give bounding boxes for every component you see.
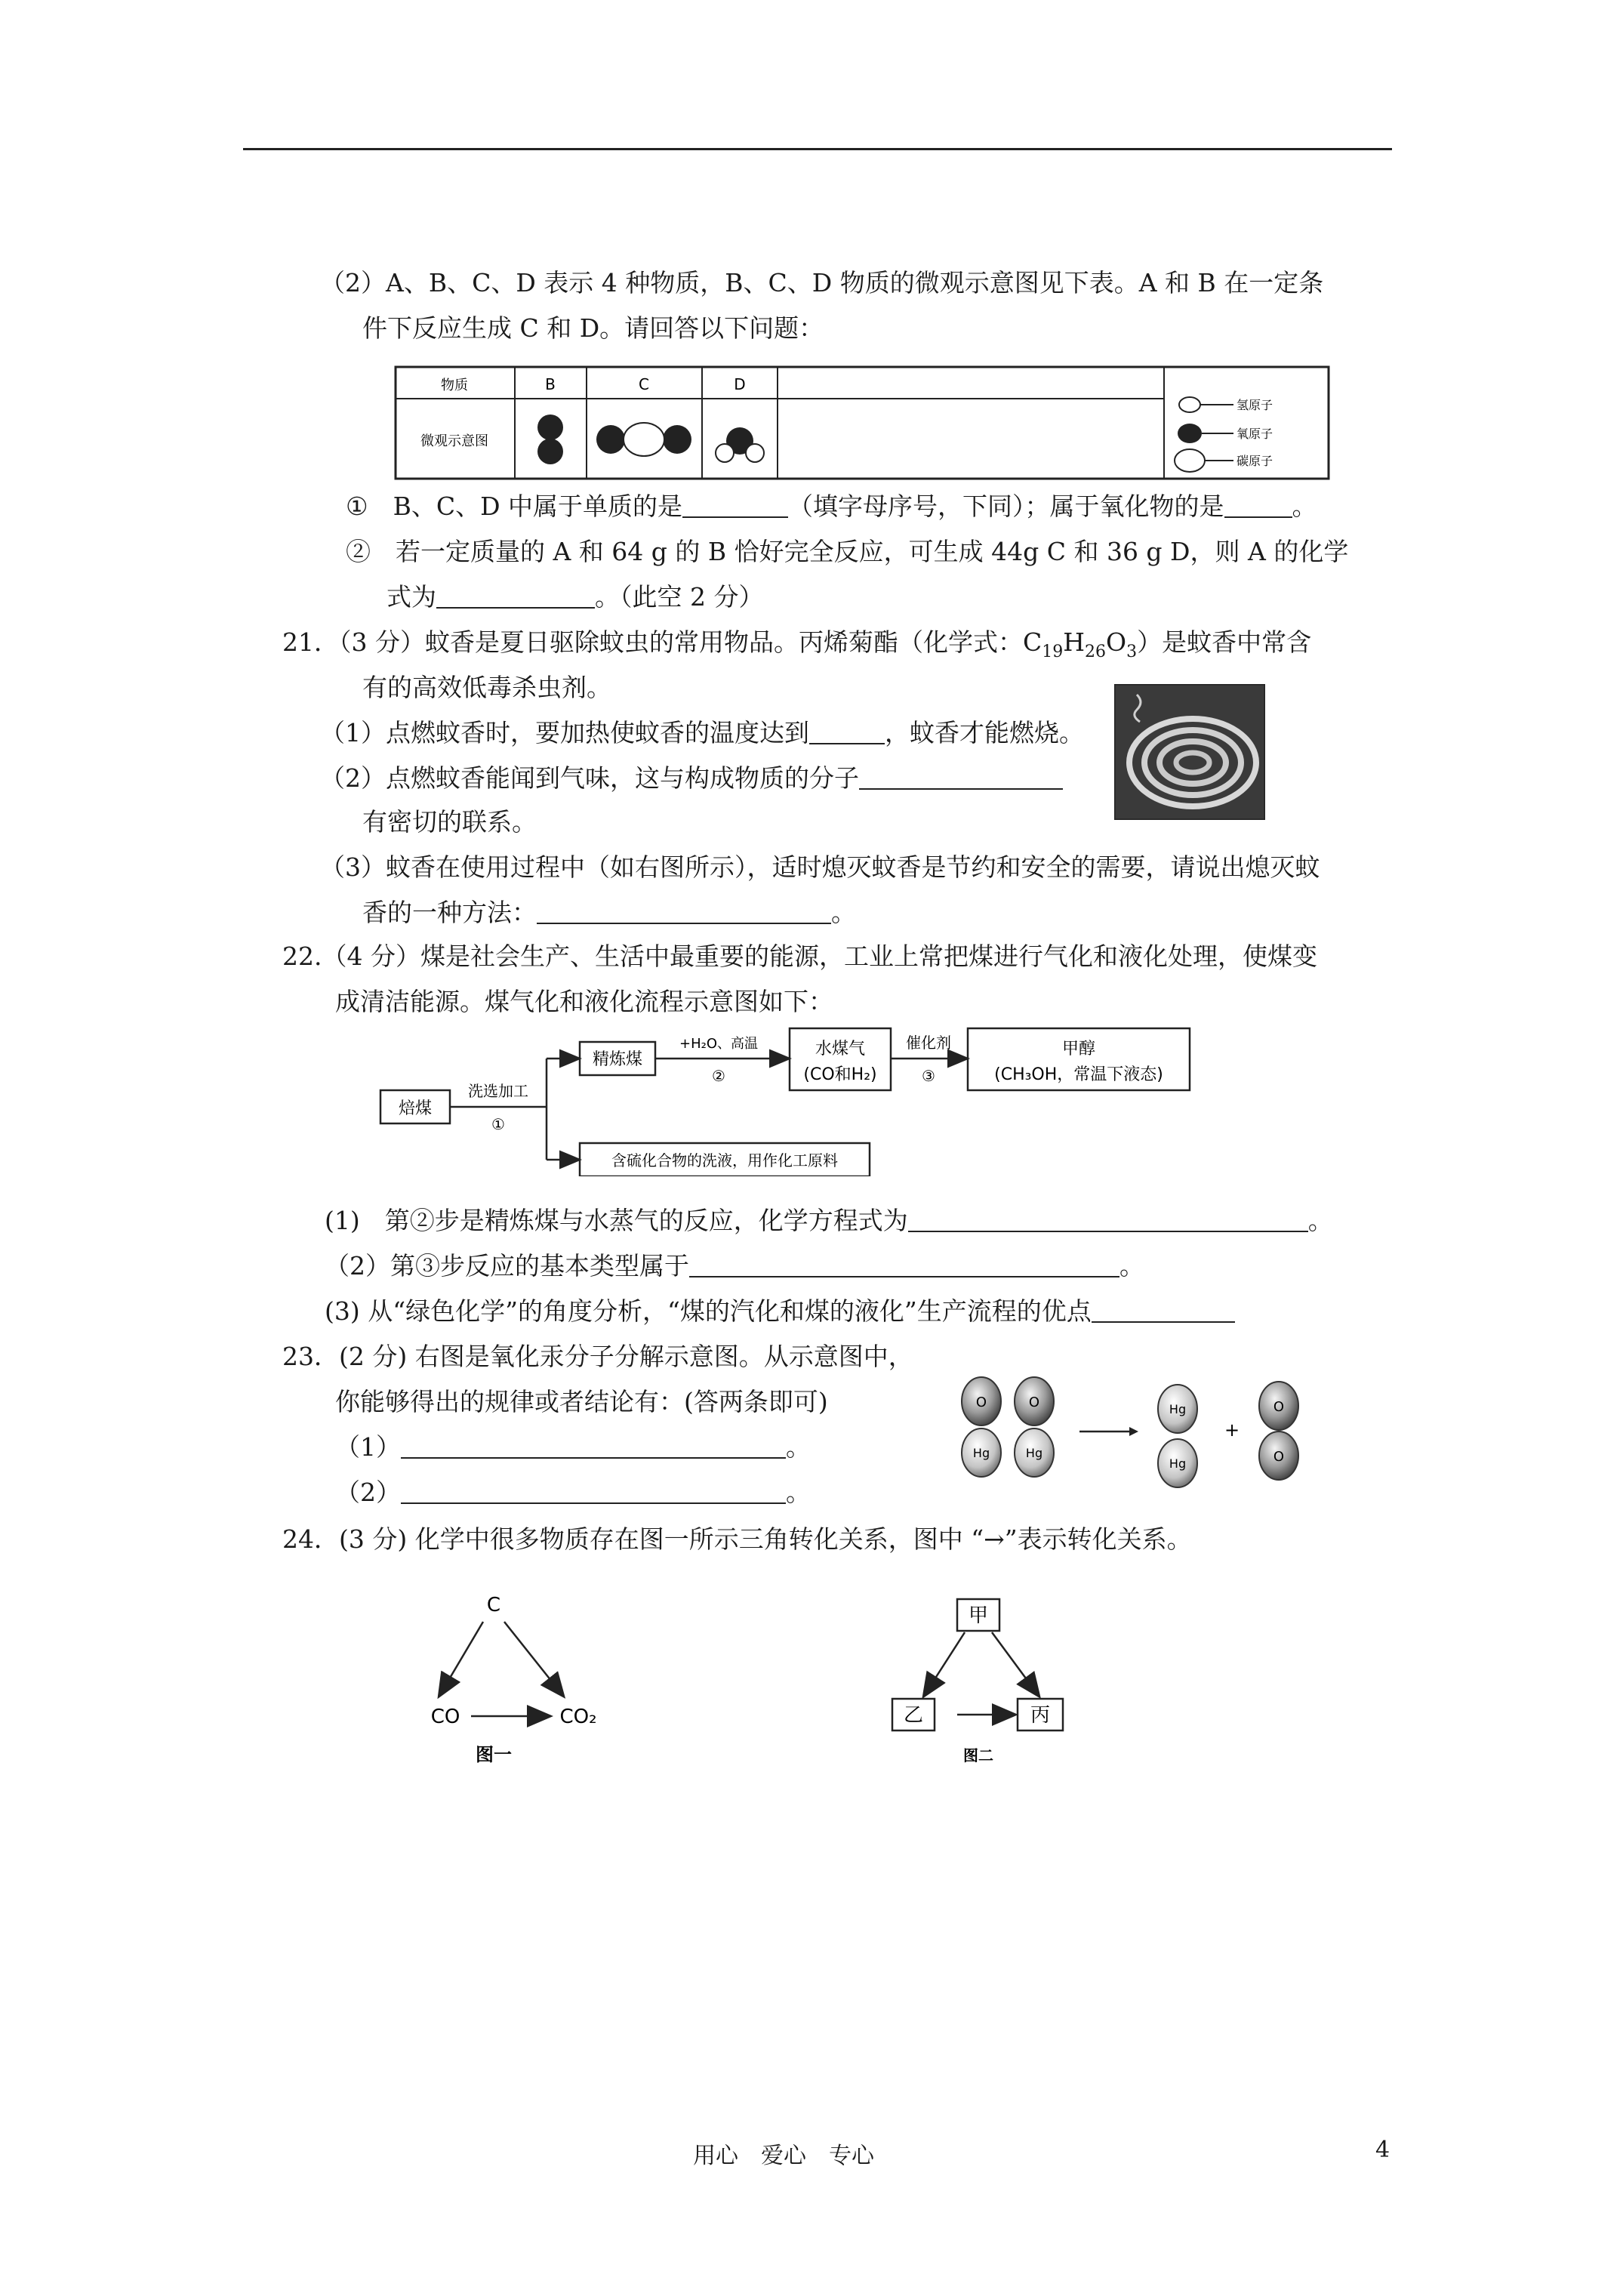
- q22-intro2: 成清洁能源。煤气化和液化流程示意图如下：: [335, 987, 833, 1016]
- legend-carbon: 碳原子: [1236, 454, 1273, 468]
- q22-part3: (3) 从“绿色化学”的角度分析，“煤的汽化和煤的液化”生产流程的优点: [325, 1294, 1235, 1329]
- q23-line1: 23．(2 分) 右图是氧化汞分子分解示意图。从示意图中，: [282, 1342, 913, 1371]
- table-header-b: B: [545, 375, 556, 393]
- legend-hydrogen: 氢原子: [1236, 398, 1273, 412]
- q21-part3-line1: （3）蚊香在使用过程中（如右图所示），适时熄灭蚊香是节约和安全的需要，请说出熄灭蚊: [320, 852, 1320, 882]
- q23-line2: 你能够得出的规律或者结论有：(答两条即可): [335, 1387, 828, 1416]
- q23-answer1: （1） 。: [335, 1432, 811, 1462]
- table-row-label: 微观示意图: [420, 433, 488, 449]
- answer-blank-formula-a[interactable]: [436, 584, 595, 609]
- flow-byproduct: 含硫化合物的洗液，用作化工原料: [611, 1151, 838, 1170]
- molecule-d-diagram: [716, 427, 764, 462]
- answer-blank-reaction-type[interactable]: [689, 1253, 1119, 1277]
- answer-blank-ignition[interactable]: [809, 720, 885, 744]
- table-header-c: C: [639, 375, 649, 393]
- fig1-right: CO₂: [559, 1706, 597, 1728]
- flow-step3-num: ③: [922, 1067, 935, 1085]
- q21-part2-b: 有密切的联系。: [362, 807, 537, 837]
- flow-coal: 焙煤: [398, 1099, 433, 1118]
- answer-blank-molecule[interactable]: [859, 766, 1063, 790]
- answer-blank-advantage[interactable]: [1092, 1299, 1235, 1323]
- legend-oxygen: 氧原子: [1236, 427, 1273, 441]
- molecule-c-diagram: [596, 423, 691, 456]
- flow-step1: 洗选加工: [468, 1082, 528, 1100]
- page-number: 4: [1375, 2137, 1390, 2163]
- q21-part3-line2: 香的一种方法： 。: [362, 898, 856, 927]
- atom-hg-4: Hg: [1169, 1456, 1187, 1471]
- q21-intro2: 有的高效低毒杀虫剂。: [362, 673, 611, 702]
- q21-intro: 21．（3 分）蚊香是夏日驱除蚊虫的常用物品。丙烯菊酯（化学式：$C_{19}H_{26}O_3$）是蚊香中常含: [282, 627, 1312, 661]
- fig1-caption: 图一: [476, 1744, 512, 1765]
- flow-step2-num: ②: [712, 1067, 725, 1085]
- flow-refined: 精炼煤: [592, 1050, 643, 1069]
- q20-sub2-line2: 式为 。（此空 2 分）: [387, 582, 764, 612]
- atom-o-4: O: [1273, 1449, 1285, 1465]
- q22-part1: (1) 第②步是精炼煤与水蒸气的反应，化学方程式为 。: [325, 1206, 1333, 1235]
- mercury-oxide-decomposition-diagram: [951, 1368, 1313, 1496]
- micro-structure-table: [394, 365, 1330, 480]
- q21-part2: （2）点燃蚊香能闻到气味，这与构成物质的分子: [320, 761, 1063, 796]
- flow-methanol-line2: (CH₃OH，常温下液态): [994, 1065, 1163, 1084]
- table-header-substance: 物质: [441, 378, 468, 393]
- q22-part2: （2）第③步反应的基本类型属于 。: [325, 1251, 1144, 1281]
- atom-hg-3: Hg: [1169, 1402, 1187, 1416]
- atom-o-2: O: [1028, 1395, 1040, 1410]
- q20-part2-line2: 件下反应生成 C 和 D。请回答以下问题：: [362, 313, 824, 343]
- flow-step3: 催化剂: [906, 1034, 951, 1052]
- q24-line1: 24．(3 分) 化学中很多物质存在图一所示三角转化关系，图中 “→”表示转化关系。: [282, 1524, 1192, 1554]
- atom-o-1: O: [975, 1395, 987, 1410]
- q21-part1: （1）点燃蚊香时，要加热使蚊香的温度达到 ，蚊香才能燃烧。: [320, 718, 1084, 747]
- answer-blank-oxide[interactable]: [1224, 494, 1292, 518]
- table-header-d: D: [734, 375, 746, 393]
- q20-sub2-line1: ② 若一定质量的 A 和 64 g 的 B 恰好完全反应，可生成 44g C 和 36 g D，则 A 的化学: [346, 537, 1349, 566]
- atom-hg-1: Hg: [972, 1446, 990, 1460]
- answer-blank-elementary[interactable]: [682, 494, 788, 518]
- atom-o-3: O: [1273, 1399, 1285, 1415]
- answer-blank-extinguish[interactable]: [537, 900, 831, 924]
- flow-step2: +H₂O、高温: [679, 1036, 759, 1052]
- triangle-conversion-figures: [408, 1586, 1163, 1782]
- header-rule: [243, 148, 1392, 150]
- flow-gas-line2: (CO和H₂): [803, 1065, 877, 1084]
- fig2-top: 甲: [968, 1604, 989, 1627]
- answer-blank-conclusion-2[interactable]: [401, 1480, 786, 1504]
- flow-methanol-line1: 甲醇: [1061, 1040, 1096, 1059]
- q20-sub1: ① B、C、D 中属于单质的是 （填字母序号，下同）；属于氧化物的是 。: [346, 492, 1317, 521]
- atom-legend: [1175, 397, 1273, 472]
- q23-answer2: （2） 。: [335, 1478, 811, 1507]
- plus-sign: +: [1224, 1419, 1240, 1441]
- molecule-b-diagram: [537, 415, 563, 464]
- q20-part2-line1: （2）A、B、C、D 表示 4 种物质，B、C、D 物质的微观示意图见下表。A 和 B 在一定条: [320, 268, 1324, 297]
- q22-intro1: 22.（4 分）煤是社会生产、生活中最重要的能源，工业上常把煤进行气化和液化处理，使煤变: [282, 942, 1317, 971]
- footer-motto: 用心 爱心 专心: [693, 2143, 874, 2169]
- fig1-top: C: [486, 1594, 501, 1616]
- flow-gas-line1: 水煤气: [815, 1040, 866, 1059]
- fig2-right: 丙: [1030, 1704, 1051, 1727]
- mosquito-coil-image: [1114, 684, 1265, 820]
- fig2-left: 乙: [903, 1704, 924, 1727]
- atom-hg-2: Hg: [1025, 1446, 1043, 1460]
- fig2-caption: 图二: [963, 1746, 993, 1764]
- fig1-left: CO: [430, 1706, 460, 1728]
- answer-blank-conclusion-1[interactable]: [401, 1435, 786, 1459]
- coal-process-flowchart: [377, 1025, 1215, 1176]
- flow-step1-num: ①: [491, 1115, 505, 1133]
- answer-blank-equation[interactable]: [908, 1208, 1308, 1232]
